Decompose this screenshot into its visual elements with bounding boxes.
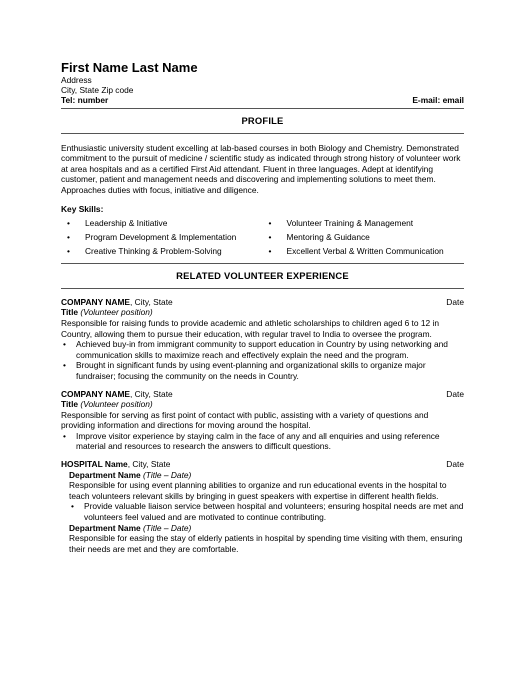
job-date: Date [446,296,464,307]
skill-item: • Creative Thinking & Problem-Solving [61,244,263,258]
skill-item: • Volunteer Training & Management [263,216,465,230]
profile-heading: PROFILE [241,115,284,126]
department-title-line [69,523,464,534]
list-item: • Brought in significant funds by using event-planning and organizational skills to organize major fundraiser; focusing the community on the needs in Country. [61,360,464,381]
job-description: Responsible for raising funds to provide academic and athletic scholarships to children aged 6 to 12 in Country, allowing them to pursue their education, with regular travel to India to oversee the program. [61,317,440,339]
skill-item: • Excellent Verbal & Written Communication [263,244,465,258]
full-name: First Name Last Name [61,60,198,75]
hospital-header [61,459,464,470]
company-location: , City, State [130,388,173,399]
job-title-note: (Volunteer position) [80,399,153,410]
job-bullets [61,431,464,452]
job-entry [61,297,464,382]
department-description: Responsible for easing the stay of elderly patients in hospital by spending time visiting with them, ensuring their needs are met and they are comfortable. [69,533,463,554]
department-entry [61,523,464,555]
job-title-note: (Volunteer position) [80,307,153,318]
city-state-zip: City, State Zip code [61,85,134,95]
skill-item: • Mentoring & Guidance [263,230,465,244]
list-item: • Achieved buy-in from immigrant community to support education in Country by using networking and communication skills to maximize reach and effectively explain the need and the program. [61,339,464,360]
skills-column-right [263,216,465,258]
email: E-mail: email [412,95,464,105]
job-header [61,297,464,308]
divider [61,288,464,289]
department-name: Department Name [69,522,141,533]
department-description: Responsible for using event planning abilities to organize and run educational events in the hospital to teach volunteers relevant skills by bringing in guest speakers with expertise in different health fields. [69,480,447,501]
contact-row [61,95,464,105]
key-skills-label: Key Skills: [61,203,104,214]
department-bullets [69,501,464,522]
job-date: Date [446,388,464,399]
company-location: , City, State [130,296,173,307]
skill-item: • Leadership & Initiative [61,216,263,230]
hospital-entry [61,459,464,554]
job-title: Title [61,399,79,410]
key-skills-list [61,216,464,258]
department-note: (Title – Date) [143,522,192,533]
profile-summary: Enthusiastic university student excelling at lab-based courses in both Biology and Chemistry. Demonstrated commitment to the pursuit of medicine / scientific study as indicated through strong history of volunteer work at area hospitals and as a certified First Aid attendant. Fluent in three languages. Adept at identifying customer, patient and management needs and discovering and implementing solutions to meet them. Approaches duties with focus, initiative and diligence. [61,142,461,195]
hospital-date: Date [446,459,464,470]
job-title-line [61,307,464,318]
skill-item: • Program Development & Implementation [61,230,263,244]
list-item: • Improve visitor experience by staying calm in the face of any and all enquiries and using reference material and resources to research the answers to difficult questions. [61,431,464,452]
divider [61,133,464,134]
list-item: • Provide valuable liaison service between hospital and volunteers; ensuring hospital needs are met and volunteers feel valued and are motivated to continue contributing. [69,501,464,522]
resume-content [61,60,464,554]
department-title-line [69,470,464,481]
department-name: Department Name [69,469,141,480]
job-title-line [61,399,464,410]
job-description: Responsible for serving as first point of contact with public, assisting with a variety of questions and providing information and directions for moving around the hospital. [61,409,429,431]
hospital-location: , City, State [127,459,171,470]
skills-column-left [61,216,263,258]
job-entry [61,389,464,453]
hospital-name: HOSPITAL Name [61,459,128,470]
department-note: (Title – Date) [143,469,192,480]
job-header [61,389,464,400]
job-title: Title [61,307,79,318]
address: Address [61,75,92,85]
experience-heading: RELATED VOLUNTEER EXPERIENCE [176,270,349,282]
company-name: COMPANY NAME [61,388,131,399]
company-name: COMPANY NAME [61,296,131,307]
job-bullets [61,339,464,381]
telephone: Tel: number [61,95,109,105]
department-entry [61,470,464,523]
